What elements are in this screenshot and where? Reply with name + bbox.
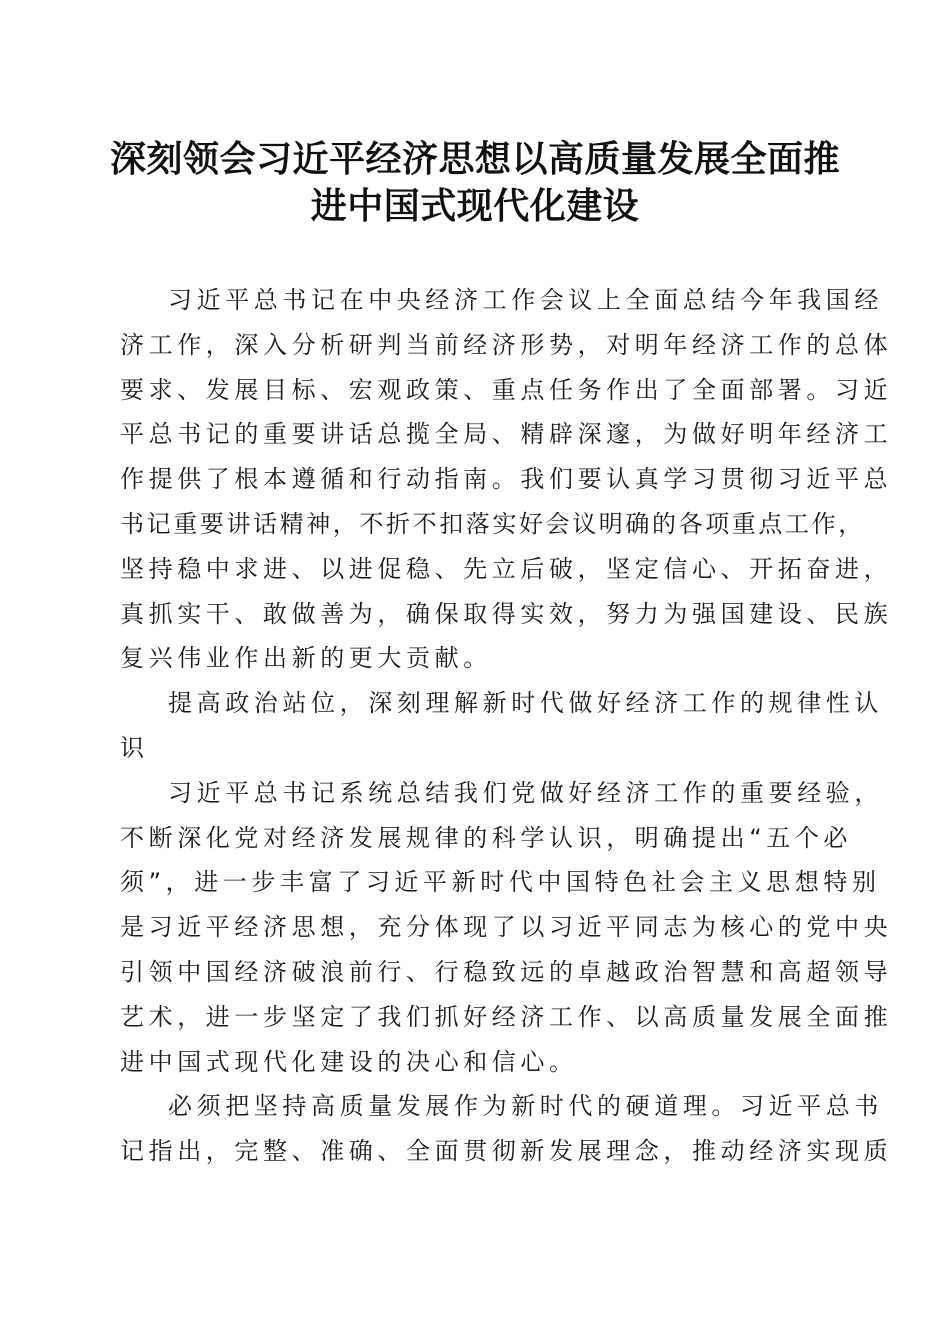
- text-line: 引领中国经济破浪前行、行稳致远的卓越政治智慧和高超领导: [120, 957, 893, 986]
- paragraph-high-quality: [120, 1084, 893, 1174]
- document-title: [110, 136, 840, 230]
- text-line: 记指出，完整、准确、全面贯彻新发展理念，推动经济实现质: [120, 1137, 893, 1166]
- text-line: 进中国式现代化建设的决心和信心。: [120, 1047, 578, 1076]
- document-body: [120, 278, 893, 1174]
- text-line: 坚持稳中求进、以进促稳、先立后破，坚定信心、开拓奋进，: [120, 554, 893, 583]
- text-line: 平总书记的重要讲话总揽全局、精辟深邃，为做好明年经济工: [120, 420, 893, 449]
- text-line: 不断深化党对经济发展规律的科学认识，明确提出“五个必: [120, 823, 853, 852]
- text-line: 提高政治站位，深刻理解新时代做好经济工作的规律性认: [168, 689, 883, 718]
- text-line: 复兴伟业作出新的更大贡献。: [120, 644, 492, 673]
- text-line: 识: [120, 733, 149, 762]
- text-line: 济工作，深入分析研判当前经济形势，对明年经济工作的总体: [120, 330, 893, 359]
- text-line: 要求、发展目标、宏观政策、重点任务作出了全面部署。习近: [120, 375, 893, 404]
- title-line: 进中国式现代化建设: [310, 185, 640, 227]
- text-line: 必须把坚持高质量发展作为新时代的硬道理。习近平总书: [168, 1092, 883, 1121]
- text-line: 作提供了根本遵循和行动指南。我们要认真学习贯彻习近平总: [120, 465, 893, 494]
- section-heading-paragraph: [120, 681, 883, 771]
- title-line: 深刻领会习近平经济思想以高质量发展全面推: [110, 138, 841, 180]
- paragraph-five-musts: [120, 771, 893, 1085]
- text-line: 习近平总书记在中央经济工作会议上全面总结今年我国经: [168, 286, 883, 314]
- text-line: 艺术，进一步坚定了我们抓好经济工作、以高质量发展全面推: [120, 1002, 893, 1031]
- text-line: 须”，进一步丰富了习近平新时代中国特色社会主义思想特别: [120, 868, 881, 897]
- text-line: 习近平总书记系统总结我们党做好经济工作的重要经验，: [168, 778, 883, 807]
- text-line: 书记重要讲话精神，不折不扣落实好会议明确的各项重点工作，: [120, 509, 865, 538]
- text-line: 真抓实干、敢做善为，确保取得实效，努力为强国建设、民族: [120, 599, 893, 628]
- paragraph-intro: [120, 278, 893, 681]
- text-line: 是习近平经济思想，充分体现了以习近平同志为核心的党中央: [120, 913, 893, 942]
